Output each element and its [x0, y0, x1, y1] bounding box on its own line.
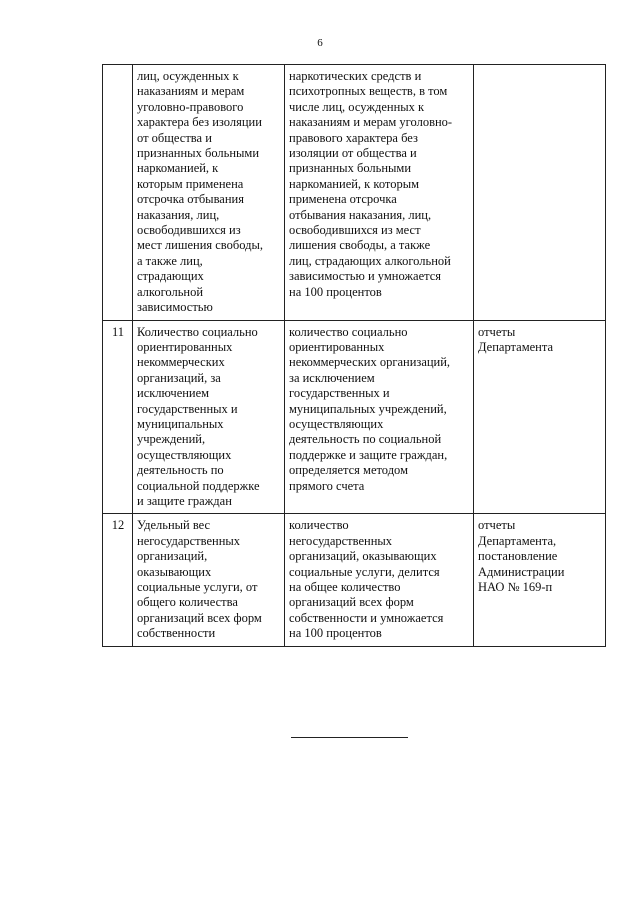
closing-divider [291, 737, 408, 738]
data-source-cell: отчеты Департамента [474, 320, 606, 514]
indicator-name-cell: Количество социально ориентированных некоммерческих организаций, за исключением государственных и муниципальных учреждений, осуществляющих деятельность по социальной поддержке и защите граждан [133, 320, 285, 514]
indicators-table [102, 64, 606, 647]
calculation-method-cell: количество негосударственных организаций, оказывающих социальные услуги, делится на общее количество организаций всех форм собственности и умножается на 100 процентов [285, 514, 474, 646]
row-number-cell: 12 [103, 514, 133, 646]
table-row [103, 320, 606, 514]
calculation-method-cell: количество социально ориентированных некоммерческих организаций, за исключением государственных и муниципальных учреждений, осуществляющих деятельность по социальной поддержке и защите граждан, определяется методом прямого счета [285, 320, 474, 514]
page-number: 6 [317, 37, 323, 49]
indicator-name-cell: Удельный вес негосударственных организаций, оказывающих социальные услуги, от общего количества организаций всех форм собственности [133, 514, 285, 646]
data-source-cell: отчеты Департамента, постановление Администрации НАО № 169-п [474, 514, 606, 646]
table-row [103, 514, 606, 646]
data-source-cell [474, 65, 606, 321]
table-row [103, 65, 606, 321]
row-number-cell: 11 [103, 320, 133, 514]
indicator-name-cell: лиц, осужденных к наказаниям и мерам уголовно-правового характера без изоляции от общества и признанных больными наркоманией, к которым применена отсрочка отбывания наказания, лиц, освободившихся из мест лишения свободы, а также лиц, страдающих алкогольной зависимостью [133, 65, 285, 321]
calculation-method-cell: наркотических средств и психотропных веществ, в том числе лиц, осужденных к наказаниям и мерам уголовно- правового характера без изоляции от общества и признанных больными наркоманией, к которым применена отсрочка отбывания наказания, лиц, освободившихся из мест лишения свободы, а также лиц, страдающих алкогольной зависимостью и умножается на 100 процентов [285, 65, 474, 321]
row-number-cell [103, 65, 133, 321]
